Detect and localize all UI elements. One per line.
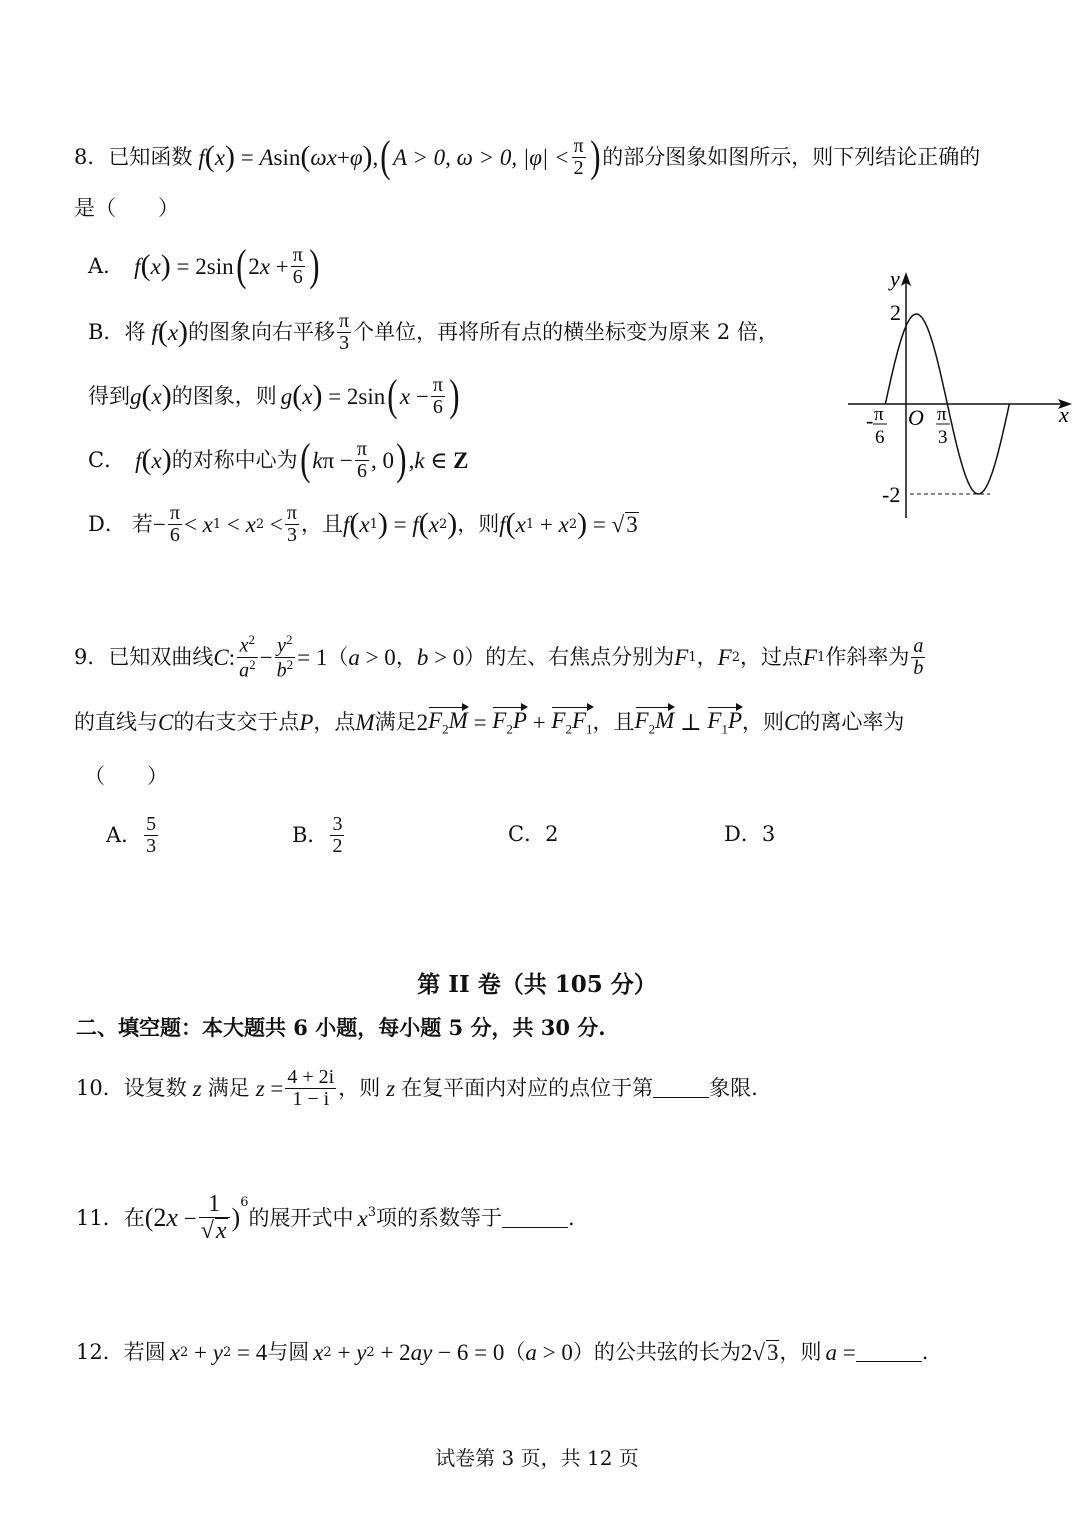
tick-neg2-label: -2 (882, 482, 901, 507)
q9-option-d: D．3 (724, 822, 776, 846)
tick-neg-sign: - (866, 408, 874, 433)
q9-line2: 的直线与 C 的右支交于点 P ，点 M 满足 2 $F_2M$ = $F_2P$ + $F_2F_1$ ，且 $F_2M$ ⊥ $F_1P$ ，则 C 的离心率为 (74, 707, 905, 737)
origin-label: O (908, 405, 924, 430)
page-footer: 试卷第 3 页，共 12 页 (435, 1446, 639, 1470)
tick-pi3-den: 3 (938, 427, 948, 448)
q9-option-a: A． $\frac{5}{3}$ (106, 812, 157, 857)
q8-option-b: B． 将 f ( x ) 的图象向右平移 $\frac{\pi}{3}$ 个单位，再将所有点的横坐标变为原来 2 倍， (88, 309, 779, 354)
section-title: 第 II 卷（共 105 分） (417, 971, 657, 998)
tick-pi3-num: π (937, 404, 947, 425)
q8-line1: 8． 已知函数 f ( x ) = A sin ( ωx + φ ) , ( A > 0, ω > 0, |φ| < $\frac{\pi}{2}$ ) 的部分图象如图所示，则下列结论正确的 (74, 132, 981, 181)
q9-option-b: B． $\frac{3}{2}$ (292, 812, 343, 857)
tick-2-label: 2 (890, 300, 901, 325)
q8-option-c: C． f ( x ) 的对称中心为 ( k π − $\frac{\pi}{6}$ , 0 ) , k ∈ Z (88, 435, 469, 484)
q12: 12． 若圆 x 2 + y 2 = 4 与圆 x 2 + y 2 + 2 ay − 6 = 0 （ a > 0 ）的公共弦的长为 2√ 3 ，则 a = . (76, 1339, 929, 1365)
tick-neg-pi6-num: π (874, 404, 884, 425)
y-axis-label: y (890, 266, 900, 291)
q9-line3: （ ） (84, 764, 168, 788)
x-axis-label: x (1059, 402, 1069, 427)
q11: 11． 在 (2 x − $\frac{1}{√x}$ ) $^6$ 的展开式中 x $^3$ 项的系数等于 . (76, 1190, 575, 1244)
q8-option-b-line2: 得到 g ( x ) 的图象，则 g ( x ) = 2sin ( x − $\frac{\pi}{6}$ ) (88, 371, 460, 420)
q8-line2: 是（ ） (74, 196, 179, 220)
sine-graph (840, 262, 1074, 524)
section-heading: 二、填空题：本大题共 6 小题，每小题 5 分，共 30 分. (76, 1015, 606, 1040)
tick-neg-pi6-den: 6 (875, 427, 885, 448)
q8-option-a: A． f ( x ) = 2sin ( 2 x + $\frac{\pi}{6}$ ) (88, 241, 320, 290)
q10: 10． 设复数 z 满足 z = $\frac{4 + 2i}{1 - i}$ ，则 z 在复平面内对应的点位于第 象限. (76, 1065, 758, 1110)
q9-option-c: C．2 (508, 822, 559, 846)
q8-option-d: D． 若 − $\frac{\pi}{6}$ < x 1 < x 2 < $\frac{\pi}{3}$ ，且 f ( x 1 ) = f ( x 2 ) ，则 f ( x 1 + x 2 ) = √ 3 (88, 501, 638, 546)
q9-line1: 9． 已知双曲线 C : $\frac{x^2}{a^2}$ − $\frac{y^2}{b^2}$ = 1 （ a > 0 ， b > 0 ）的左、右焦点分别为 F 1 ， F 2 ，过点 F 1 作斜率为 $\frac{a}{b}$ (74, 631, 924, 682)
